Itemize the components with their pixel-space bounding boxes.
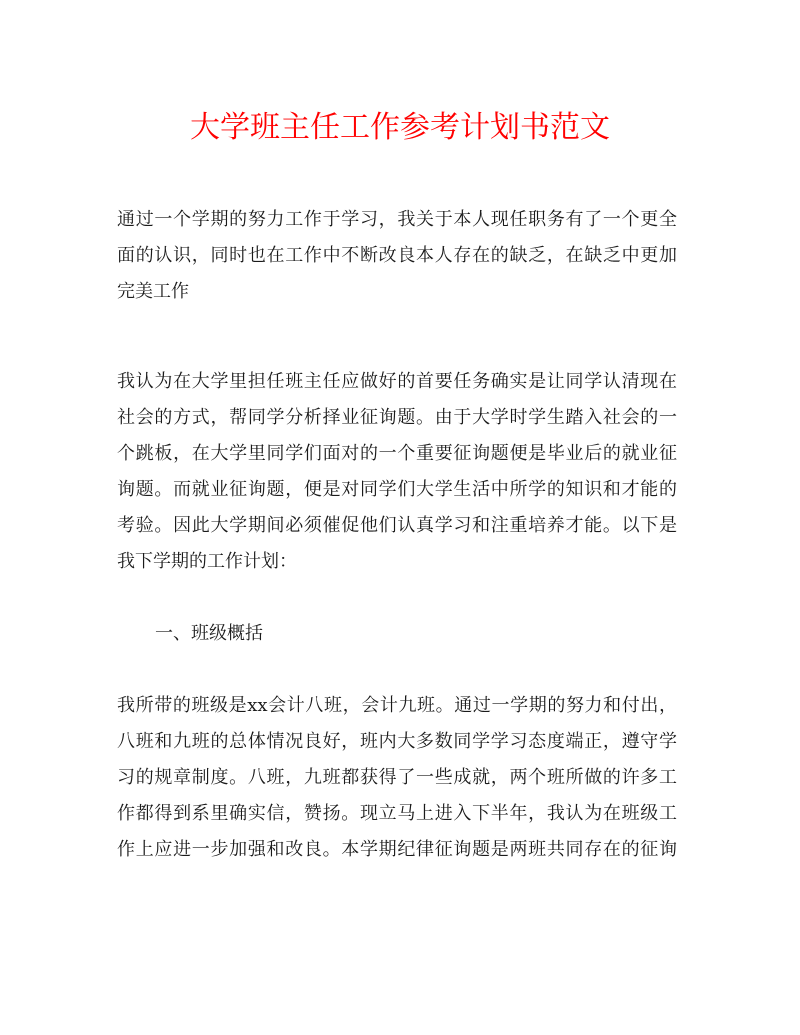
paragraph-line: 习的规章制度。八班，九班都获得了一些成就，两个班所做的许多工 — [117, 767, 677, 788]
paragraph-line: 询题。而就业征询题，便是对同学们大学生活中所学的知识和才能的 — [117, 479, 677, 500]
paragraph-line: 作都得到系里确实信，赞扬。现立马上进入下半年，我认为在班级工 — [117, 803, 677, 824]
paragraph-line: 面的认识，同时也在工作中不断改良本人存在的缺乏，在缺乏中更加 — [117, 245, 677, 266]
paragraph-line: 作上应进一步加强和改良。本学期纪律征询题是两班共同存在的征询 — [117, 839, 677, 860]
paragraph-line: 个跳板，在大学里同学们面对的一个重要征询题便是毕业后的就业征 — [117, 443, 677, 464]
paragraph-class-overview — [117, 688, 677, 868]
paragraph-line: 完美工作 — [117, 281, 189, 302]
document-title: 大学班主任工作参考计划书范文 — [190, 110, 610, 145]
paragraph-line: 我下学期的工作计划： — [117, 551, 297, 572]
paragraph-line: 考验。因此大学期间必须催促他们认真学习和注重培养才能。以下是 — [117, 515, 677, 536]
paragraph-line: 通过一个学期的努力工作于学习，我关于本人现任职务有了一个更全 — [117, 209, 677, 230]
paragraph-line: 社会的方式，帮同学分析择业征询题。由于大学时学生踏入社会的一 — [117, 407, 677, 428]
paragraph-intro — [117, 202, 677, 310]
paragraph-task — [117, 364, 677, 580]
paragraph-line: 八班和九班的总体情况良好，班内大多数同学学习态度端正，遵守学 — [117, 731, 677, 752]
section-heading — [155, 616, 455, 652]
paragraph-line: 我所带的班级是xx会计八班，会计九班。通过一学期的努力和付出， — [117, 695, 677, 716]
paragraph-line: 我认为在大学里担任班主任应做好的首要任务确实是让同学认清现在 — [117, 371, 677, 392]
section-heading-text: 一、班级概括 — [155, 623, 263, 644]
